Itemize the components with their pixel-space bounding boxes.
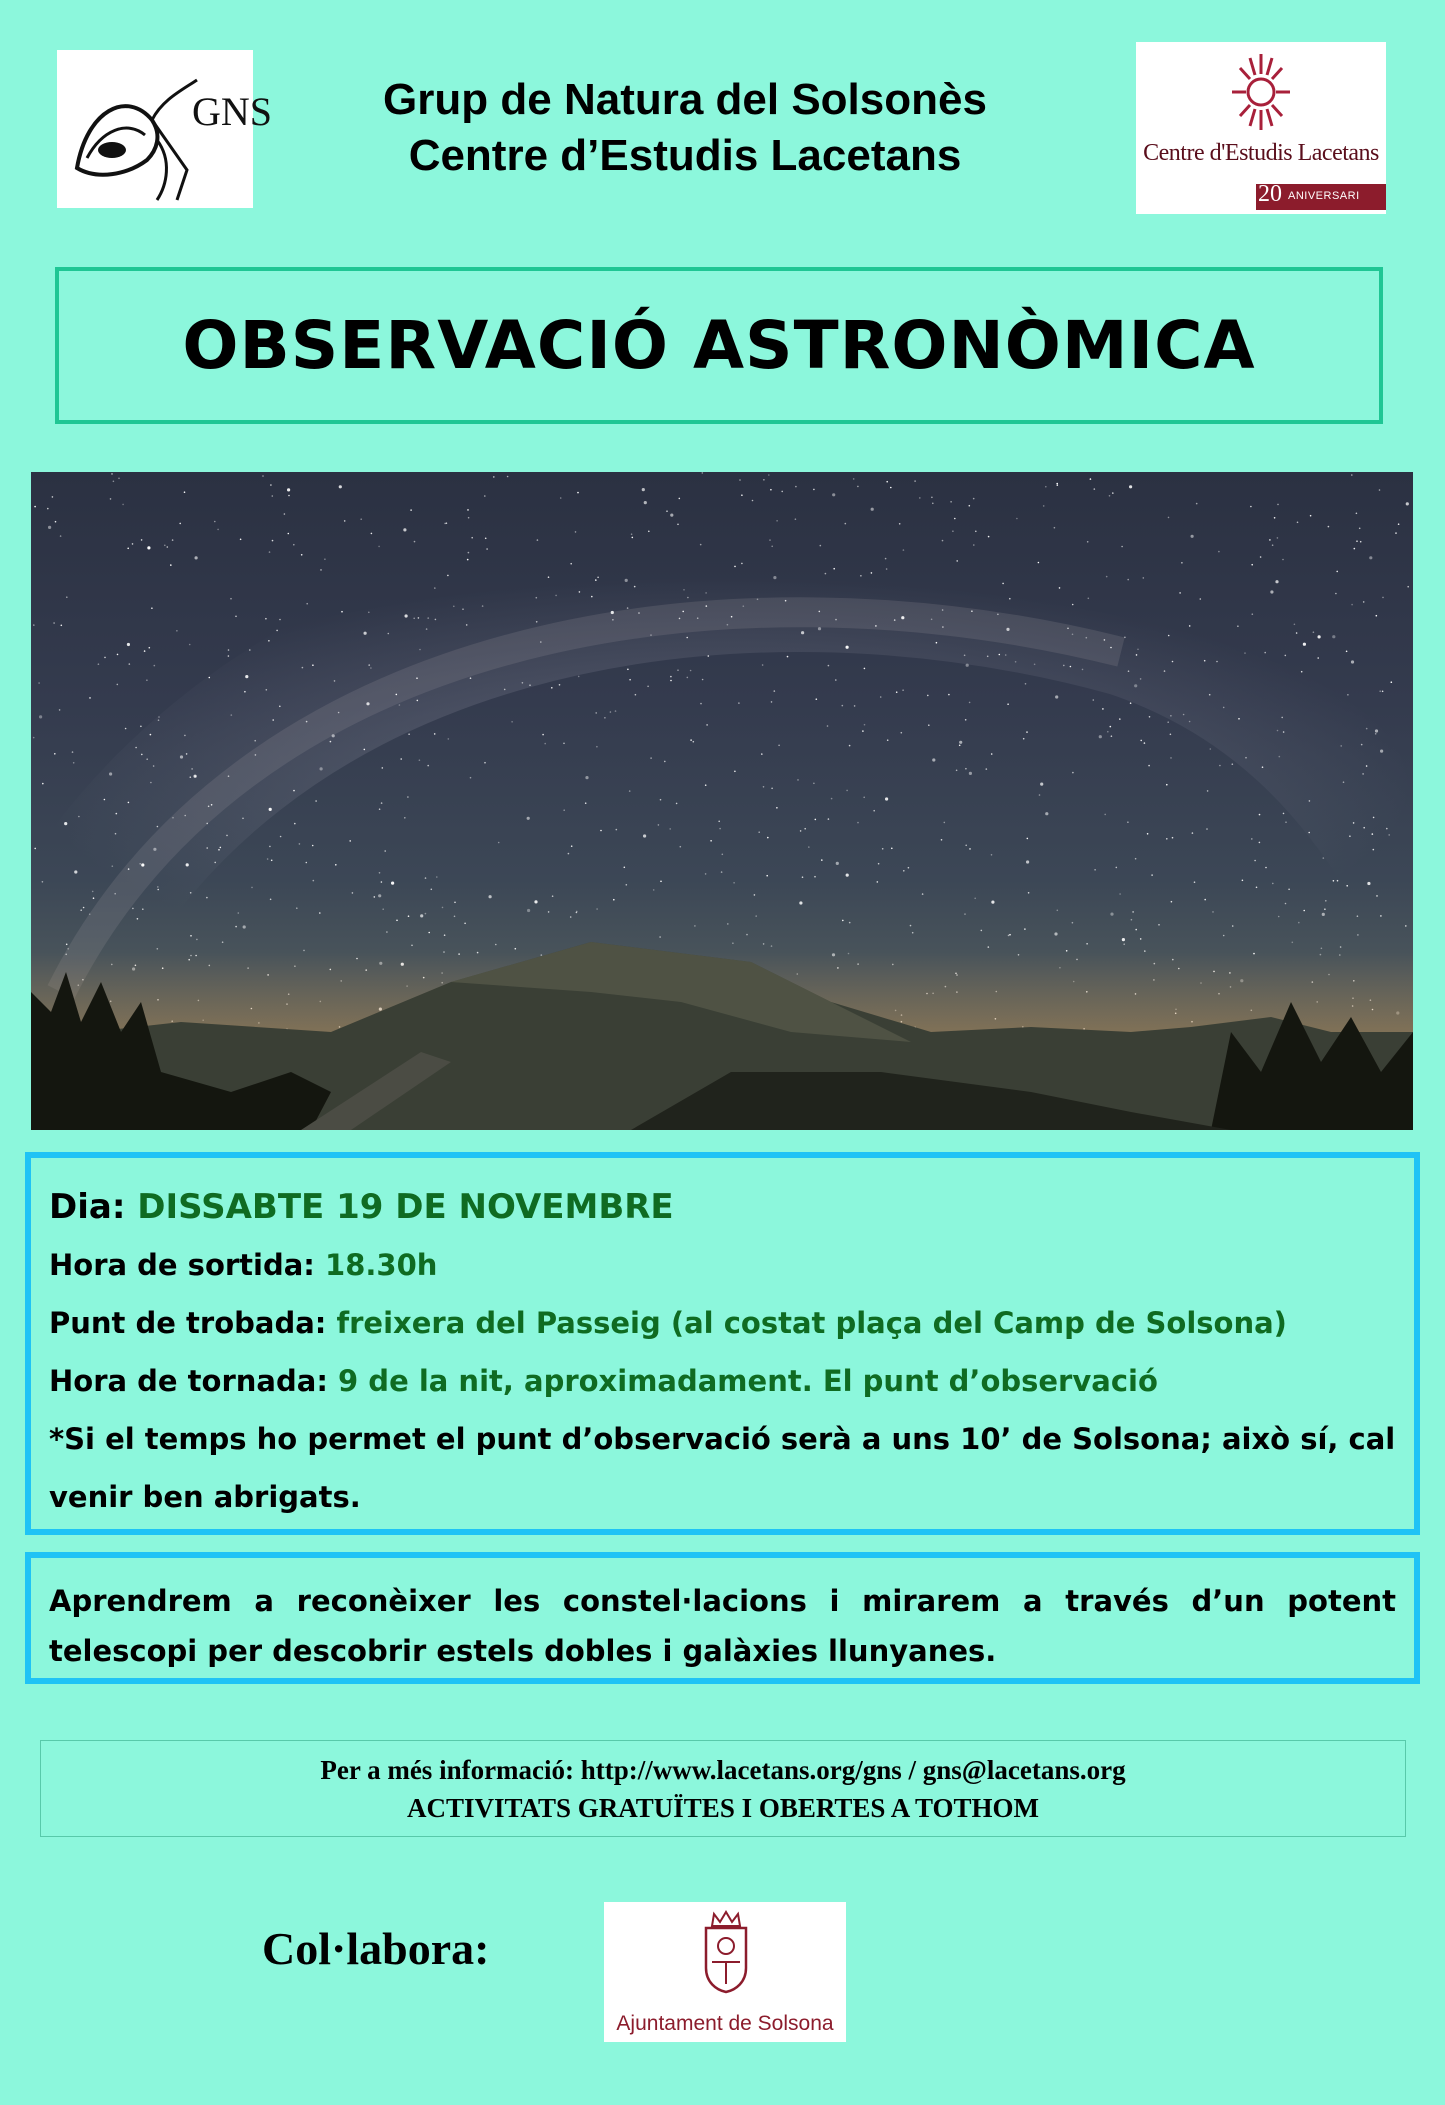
- milky-way-photo: [31, 472, 1413, 1130]
- cel-anniversary-label: ANIVERSARI: [1288, 190, 1360, 202]
- collaborator-label: Col·labora:: [262, 1923, 490, 1974]
- event-details-box: [25, 1152, 1420, 1535]
- header-organizations: [270, 72, 1100, 184]
- ajuntament-logo: [604, 1902, 846, 2042]
- cel-logo: [1136, 42, 1386, 214]
- return-label: Hora de tornada:: [49, 1364, 328, 1398]
- free-activities-note: ACTIVITATS GRATUÏTES I OBERTES A TOTHOM: [407, 1793, 1039, 1823]
- meeting-point-value: freixera del Passeig (al costat plaça del Camp de Solsona): [336, 1306, 1287, 1340]
- return-value: 9 de la nit, aproximadament. El punt d’observació: [338, 1364, 1158, 1398]
- sunburst-icon: [1228, 50, 1294, 134]
- gns-logo: [57, 50, 273, 208]
- description-box: [25, 1552, 1420, 1684]
- ajuntament-logo-name: Ajuntament de Solsona: [616, 2012, 834, 2035]
- title-box: [55, 267, 1383, 424]
- org-name-gns: Grup de Natura del Solsonès: [383, 75, 987, 124]
- coat-of-arms-icon: [700, 1908, 752, 1994]
- departure-line: [49, 1236, 1414, 1294]
- org-name-cel: Centre d’Estudis Lacetans: [408, 131, 962, 180]
- activity-description: Aprendrem a reconèixer les constel·lacions i mirarem a través d’un potent telescopi per descobrir estels dobles i galàxies llunyanes.: [49, 1584, 1396, 1668]
- svg-text:GNS: GNS: [192, 89, 273, 134]
- meeting-point-line: [49, 1294, 1414, 1352]
- contact-info: Per a més informació: http://www.lacetans.org/gns / gns@lacetans.org: [320, 1755, 1126, 1785]
- night-sky-illustration: [31, 472, 1413, 1130]
- departure-value: 18.30h: [325, 1248, 438, 1282]
- date-line: [49, 1178, 1414, 1236]
- cel-anniversary-number: 20: [1258, 181, 1282, 207]
- date-value: DISSABTE 19 DE NOVEMBRE: [137, 1187, 674, 1227]
- date-label: Dia:: [49, 1187, 126, 1227]
- page-title: OBSERVACIÓ ASTRONÒMICA: [182, 307, 1256, 384]
- meeting-point-label: Punt de trobada:: [49, 1306, 327, 1340]
- butterfly-icon: [57, 50, 273, 208]
- cel-logo-name: Centre d'Estudis Lacetans: [1143, 140, 1379, 166]
- more-info-box: [40, 1740, 1406, 1837]
- weather-note: *Si el temps ho permet el punt d’observació serà a uns 10’ de Solsona; això sí, cal venir ben abrigats.: [49, 1422, 1396, 1514]
- return-line: [49, 1352, 1414, 1410]
- departure-label: Hora de sortida:: [49, 1248, 315, 1282]
